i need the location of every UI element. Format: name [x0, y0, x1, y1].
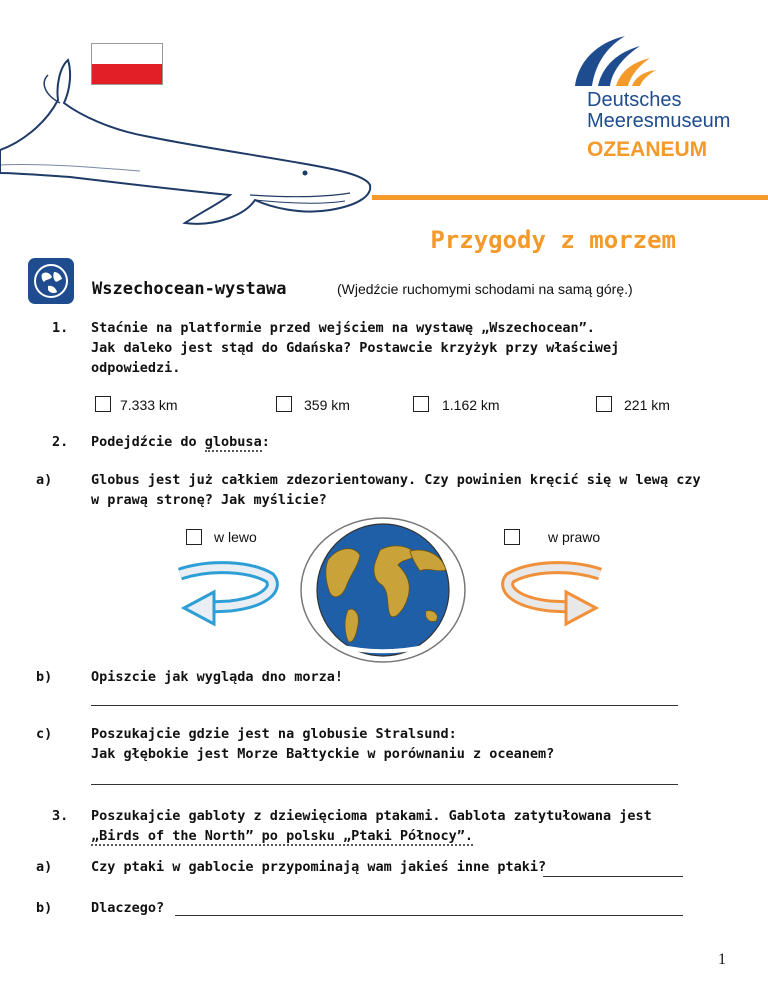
- logo-line-2: Meeresmuseum: [587, 110, 731, 132]
- logo-text: [587, 90, 730, 132]
- q3-line-2: [91, 826, 652, 846]
- q1-line-1: Staćnie na platformie przed wejściem na wystawę „Wszechocean”.: [91, 320, 595, 336]
- q2a-line-1: Globus jest już całkiem zdezorientowany. Czy powinien kręcić się w lewą czy: [91, 472, 701, 488]
- q1-line-3: odpowiedzi.: [91, 360, 181, 376]
- q1-option-1-checkbox[interactable]: [95, 396, 111, 412]
- globe-image: [298, 515, 468, 665]
- q1-option-2-label: 359 km: [304, 397, 350, 413]
- q2c-line-1: Poszukajcie gdzie jest na globusie Stralsund:: [91, 726, 457, 742]
- logo-line-3: OZEANEUM: [587, 138, 708, 161]
- q2b-label: b): [36, 669, 53, 685]
- q3a-text: Czy ptaki w gablocie przypominają wam jakieś inne ptaki?: [91, 859, 547, 875]
- rotate-right-arrow-icon: [500, 560, 610, 635]
- section-note: (Wjedźcie ruchomymi schodami na samą górę.): [337, 281, 633, 297]
- q2a-text: [91, 470, 701, 510]
- q1-option-2-checkbox[interactable]: [276, 396, 292, 412]
- q2-text-c: :: [261, 434, 270, 450]
- q3b-answer-line[interactable]: [175, 915, 683, 916]
- q3-line-2-text: „Birds of the North” po polsku „Ptaki Północy”.: [91, 828, 474, 844]
- logo-line-1: Deutsches: [587, 89, 682, 111]
- q2-text-a: Podejdźcie do: [91, 434, 205, 450]
- q1-text: [91, 318, 619, 378]
- q3a-label: a): [36, 859, 53, 875]
- q2-text-globus: globusa: [204, 434, 262, 450]
- page-number: 1: [718, 951, 726, 968]
- q1-option-3-label: 1.162 km: [442, 397, 500, 413]
- q3b-label: b): [36, 900, 53, 916]
- left-checkbox[interactable]: [186, 529, 202, 545]
- q2a-line-2: w prawą stronę? Jak myślicie?: [91, 492, 327, 508]
- q2a-label: a): [36, 472, 53, 488]
- q3a-answer-line[interactable]: [543, 876, 683, 877]
- right-checkbox[interactable]: [504, 529, 520, 545]
- q2-number: 2.: [52, 434, 69, 450]
- polish-flag: [91, 43, 163, 85]
- q2-text: [91, 432, 270, 452]
- orange-divider: [372, 195, 768, 200]
- q3-number: 3.: [52, 808, 69, 824]
- q2c-line-2: Jak głębokie jest Morze Bałtyckie w porównaniu z oceanem?: [91, 746, 555, 762]
- q3-line-1: Poszukajcie gabloty z dziewięcioma ptakami. Gablota zatytułowana jest: [91, 808, 652, 824]
- q1-option-4-label: 221 km: [624, 397, 670, 413]
- q2b-text: Opiszcie jak wygląda dno morza!: [91, 669, 343, 685]
- q3-text: [91, 806, 652, 846]
- section-title: Wszechocean-wystawa: [92, 279, 287, 299]
- q2b-answer-line[interactable]: [91, 705, 678, 706]
- museum-logo-mark: [560, 28, 660, 90]
- q1-line-2: Jak daleko jest stąd do Gdańska? Postawcie krzyżyk przy właściwej: [91, 340, 620, 356]
- page-title: Przygody z morzem: [430, 226, 676, 254]
- rotate-left-arrow-icon: [170, 560, 280, 635]
- q1-option-3-checkbox[interactable]: [413, 396, 429, 412]
- q1-number: 1.: [52, 320, 69, 336]
- right-label: w prawo: [548, 529, 601, 545]
- q2c-answer-line[interactable]: [91, 784, 678, 785]
- q2c-text: [91, 724, 554, 764]
- q1-option-4-checkbox[interactable]: [596, 396, 612, 412]
- q2c-label: c): [36, 726, 53, 742]
- whale-illustration: [0, 55, 390, 245]
- globe-section-icon: [28, 258, 74, 304]
- q1-option-1-label: 7.333 km: [120, 397, 178, 413]
- q3b-text: Dlaczego?: [91, 900, 165, 916]
- left-label: w lewo: [214, 529, 257, 545]
